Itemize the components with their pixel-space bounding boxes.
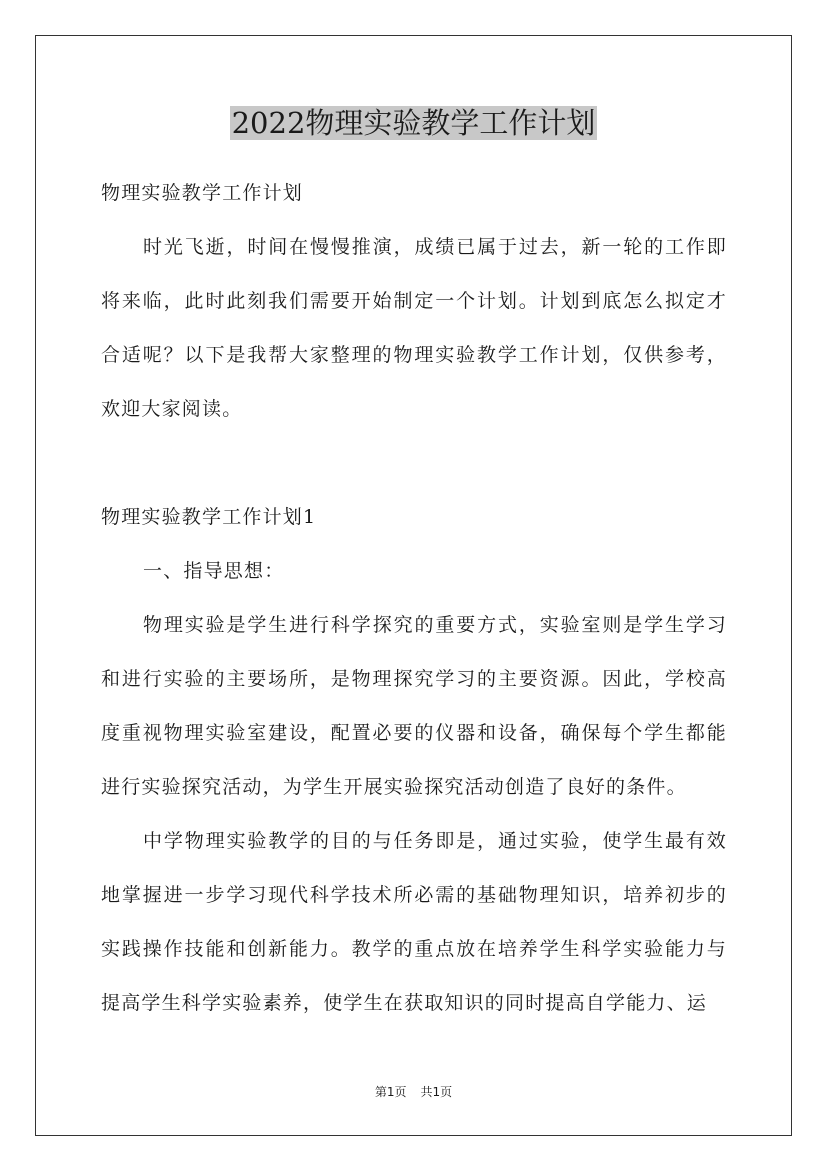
- intro-paragraph: 时光飞逝，时间在慢慢推演，成绩已属于过去，新一轮的工作即将来临，此时此刻我们需要开始制定一个计划。计划到底怎么拟定才合适呢？以下是我帮大家整理的物理实验教学工作计划，仅供参考，欢迎大家阅读。: [101, 236, 727, 420]
- body-paragraph-1: 物理实验是学生进行科学探究的重要方式，实验室则是学生学习和进行实验的主要场所，是物理探究学习的主要资源。因此，学校高度重视物理实验室建设，配置必要的仪器和设备，确保每个学生都能进行实验探究活动，为学生开展实验探究活动创造了良好的条件。: [101, 614, 727, 798]
- document-subtitle: 物理实验教学工作计划: [101, 182, 304, 204]
- document-title-text: 2022物理实验教学工作计划: [231, 106, 596, 140]
- page-footer: [0, 1083, 827, 1101]
- body-paragraph-2: 中学物理实验教学的目的与任务即是，通过实验，使学生最有效地掌握进一步学习现代科学技术所必需的基础物理知识，培养初步的实践操作技能和创新能力。教学的重点放在培养学生科学实验能力与提高学生科学实验素养，使学生在获取知识的同时提高自学能力、运: [101, 830, 727, 1014]
- section-heading: 物理实验教学工作计划1: [101, 506, 317, 528]
- section-subheading: 一、指导思想：: [143, 560, 285, 582]
- document-title: [0, 101, 827, 145]
- page-total: 共1页: [420, 1085, 453, 1099]
- page-number: 第1页: [374, 1085, 407, 1099]
